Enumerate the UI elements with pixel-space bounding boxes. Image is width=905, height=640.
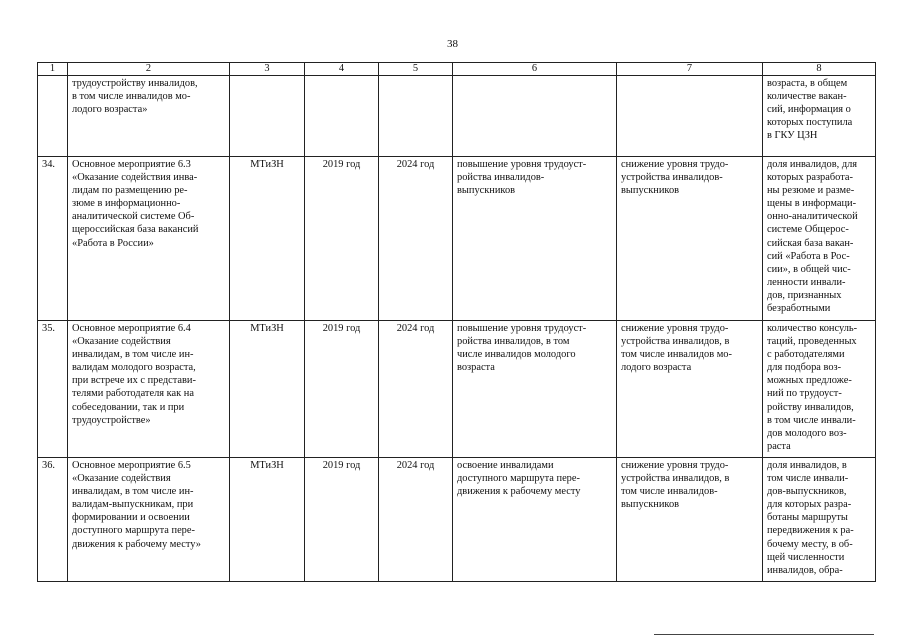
column-number: 3 [230,63,305,76]
executor-cell [230,76,305,157]
page-number: 38 [447,38,458,50]
consequence-cell: снижение уровня трудо- устройства инвалидов, в том числе инвалидов- выпускников [617,458,763,582]
indicator-cell: доля инвалидов, в том числе инвали- дов-выпускников, для которых разра- ботаны маршруты передвижения к ра- бочему месту, в об- щей численности инвалидов, обра- [763,458,876,582]
column-number: 6 [453,63,617,76]
activity-cell: Основное мероприятие 6.4 «Оказание содействия инвалидам, в том числе ин- валидам молодого возраста, при встрече их с представи- телями работодателя как на собеседовании, так и при трудоустройстве» [68,321,230,458]
column-number: 5 [379,63,453,76]
start-year-cell: 2019 год [305,321,379,458]
result-cell: повышение уровня трудоуст- ройства инвалидов, в том числе инвалидов молодого возраста [453,321,617,458]
executor-cell: МТиЗН [230,157,305,321]
row-number: 35. [38,321,68,458]
indicator-cell: доля инвалидов, для которых разработа- ны резюме и разме- щены в информаци- онно-аналитической системе Общерос- сийская база вакан- сий «Работа в Рос- сии», в общей чис- ленности инвали- дов, признанных безработными [763,157,876,321]
start-year-cell: 2019 год [305,458,379,582]
table-row [38,157,876,321]
row-number: 36. [38,458,68,582]
end-year-cell: 2024 год [379,321,453,458]
activity-cell: трудоустройству инвалидов, в том числе инвалидов мо- лодого возраста» [68,76,230,157]
column-number: 8 [763,63,876,76]
activities-table [37,62,876,582]
column-number: 1 [38,63,68,76]
column-number: 4 [305,63,379,76]
row-number: 34. [38,157,68,321]
start-year-cell: 2019 год [305,157,379,321]
result-cell: освоение инвалидами доступного маршрута пере- движения к рабочему месту [453,458,617,582]
end-year-cell: 2024 год [379,157,453,321]
indicator-cell: количество консуль- таций, проведенных с работодателями для подбора воз- можных предложе- ний по трудоуст- ройству инвалидов, в том числе инвали- дов молодого воз- раста [763,321,876,458]
row-number [38,76,68,157]
executor-cell: МТиЗН [230,321,305,458]
result-cell [453,76,617,157]
consequence-cell [617,76,763,157]
column-number-row [38,63,876,76]
activity-cell: Основное мероприятие 6.3 «Оказание содействия инва- лидам по размещению ре- зюме в информационно- аналитической системе Об- щероссийская база вакансий «Работа в России» [68,157,230,321]
column-number: 7 [617,63,763,76]
activity-cell: Основное мероприятие 6.5 «Оказание содействия инвалидам, в том числе ин- валидам-выпускникам, при формировании и освоении доступного маршрута пере- движения к рабочему месту» [68,458,230,582]
table-row [38,458,876,582]
column-number: 2 [68,63,230,76]
table-row [38,76,876,157]
end-year-cell [379,76,453,157]
table-row [38,321,876,458]
consequence-cell: снижение уровня трудо- устройства инвалидов- выпускников [617,157,763,321]
consequence-cell: снижение уровня трудо- устройства инвалидов, в том числе инвалидов мо- лодого возраста [617,321,763,458]
end-year-cell: 2024 год [379,458,453,582]
start-year-cell [305,76,379,157]
executor-cell: МТиЗН [230,458,305,582]
indicator-cell: возраста, в общем количестве вакан- сий, информация о которых поступила в ГКУ ЦЗН [763,76,876,157]
result-cell: повышение уровня трудоуст- ройства инвалидов- выпускников [453,157,617,321]
bottom-rule [654,634,874,635]
